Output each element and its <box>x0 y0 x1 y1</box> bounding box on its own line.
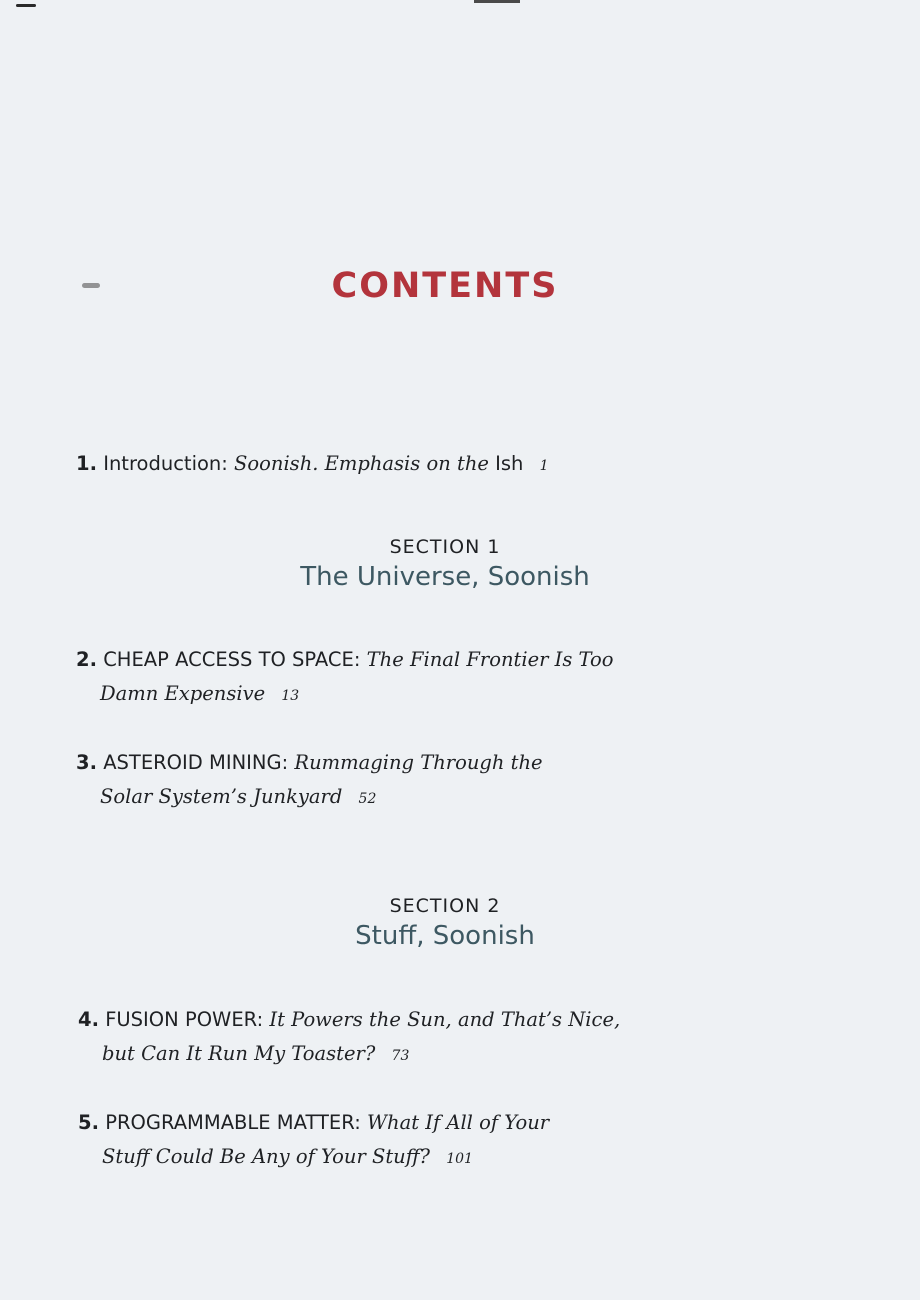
entry-number: 5. <box>78 1111 99 1134</box>
section-label: SECTION 1 <box>389 536 501 558</box>
entry-subtitle-continued: Solar System’s Junkyard <box>100 785 343 808</box>
entry-subtitle: Rummaging Through the <box>294 751 543 774</box>
section-header-1 <box>0 536 890 592</box>
entry-label: ASTEROID MINING: <box>103 751 289 774</box>
page-edge-mark <box>16 4 36 7</box>
section-title: Stuff, Soonish <box>355 921 535 951</box>
entry-subtitle: Soonish. Emphasis on the <box>234 452 489 475</box>
entry-subtitle-continued: Damn Expensive <box>100 682 266 705</box>
entry-number: 1. <box>76 452 97 475</box>
page-edge-mark <box>474 0 520 3</box>
entry-label: FUSION POWER: <box>105 1008 264 1031</box>
section-header-2 <box>0 895 890 951</box>
entry-number: 3. <box>76 751 97 774</box>
entry-subtitle-tail: Ish <box>495 452 524 475</box>
toc-entry-chapter-4 <box>78 1003 620 1073</box>
entry-page-number: 1 <box>539 458 549 474</box>
entry-number: 4. <box>78 1008 99 1031</box>
entry-page-number: 73 <box>391 1048 410 1064</box>
entry-subtitle: It Powers the Sun, and That’s Nice, <box>269 1008 621 1031</box>
entry-subtitle: The Final Frontier Is Too <box>366 648 614 671</box>
toc-entry-chapter-5 <box>78 1106 549 1176</box>
entry-subtitle-continued: Stuff Could Be Any of Your Stuff? <box>102 1145 431 1168</box>
toc-entry-chapter-3 <box>76 746 543 816</box>
entry-label: Introduction: <box>103 452 228 475</box>
entry-page-number: 13 <box>281 688 300 704</box>
toc-entry-intro <box>76 447 549 483</box>
toc-entry-chapter-2 <box>76 643 614 713</box>
section-title: The Universe, Soonish <box>300 562 590 592</box>
section-label: SECTION 2 <box>389 895 501 917</box>
entry-subtitle: What If All of Your <box>366 1111 550 1134</box>
entry-page-number: 52 <box>358 791 377 807</box>
entry-label: CHEAP ACCESS TO SPACE: <box>103 648 361 671</box>
page-title: CONTENTS <box>331 266 559 306</box>
entry-page-number: 101 <box>446 1151 473 1167</box>
entry-subtitle-continued: but Can It Run My Toaster? <box>102 1042 376 1065</box>
entry-number: 2. <box>76 648 97 671</box>
entry-label: PROGRAMMABLE MATTER: <box>105 1111 361 1134</box>
